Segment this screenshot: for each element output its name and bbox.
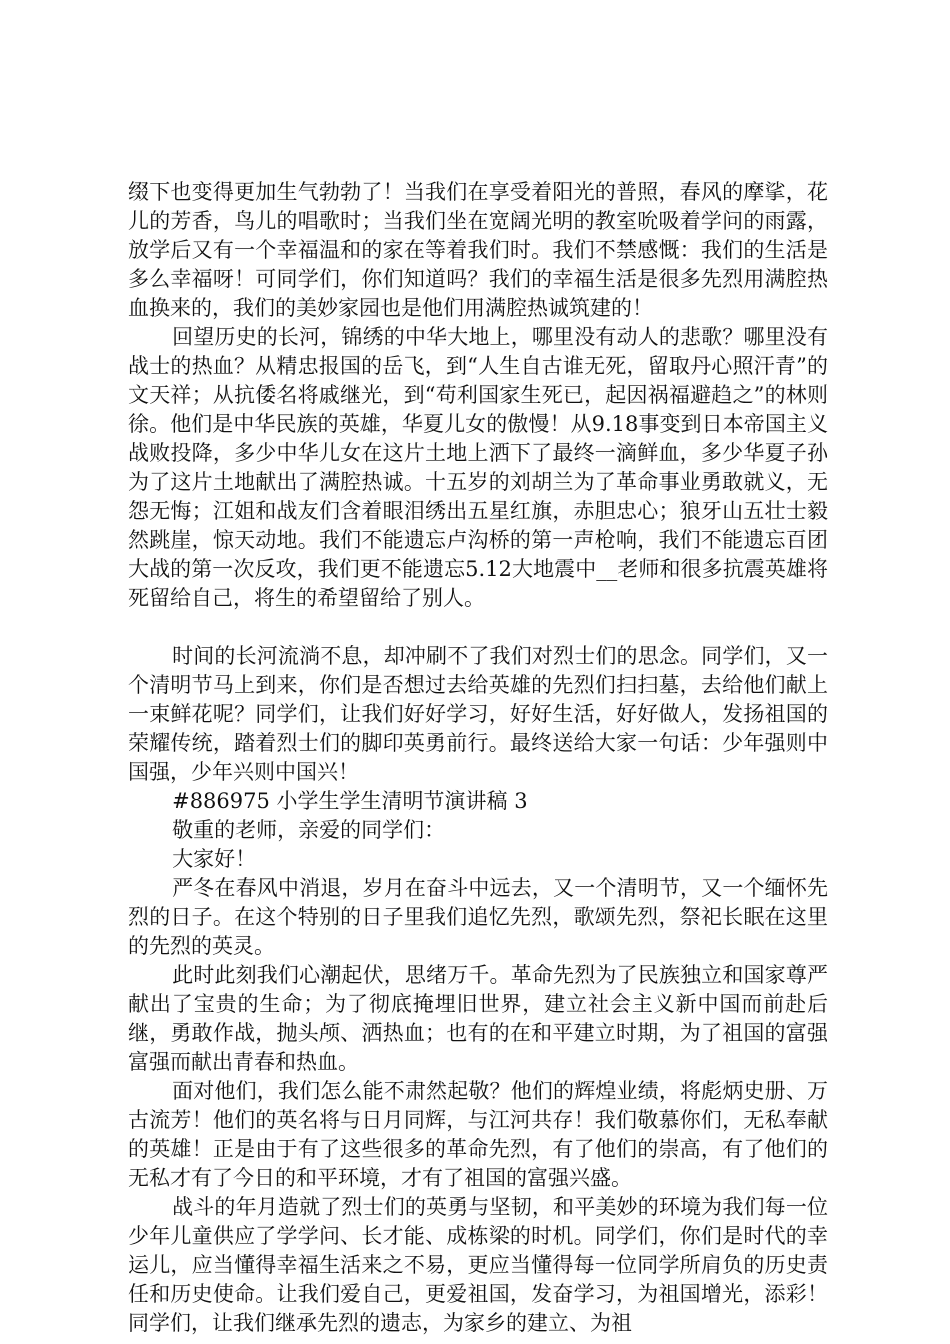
paragraph-1: 缀下也变得更加生气勃勃了！当我们在享受着阳光的普照，春风的摩挲，花儿的芳香，鸟儿的唱歌时；当我们坐在宽阔光明的教室吮吸着学问的雨露，放学后又有一个幸福温和的家在等着我们时。我们不禁感慨：我们的生活是多么幸福呀！可同学们，你们知道吗？我们的幸福生活是很多先烈用满腔热血换来的，我们的美妙家园也是他们用满腔热诚筑建的！ [128, 180, 828, 320]
section-heading: #886975 小学生学生清明节演讲稿 3 [172, 789, 528, 813]
salutation: 敬重的老师，亲爱的同学们： [172, 818, 446, 842]
paragraph-2: 回望历史的长河，锦绣的中华大地上，哪里没有动人的悲歌？哪里没有战士的热血？从精忠报国的岳飞，到“人生自古谁无死，留取丹心照汗青”的文天祥；从抗倭名将戚继光，到“苟利国家生死已，起因祸福避趋之”的林则徐。他们是中华民族的英雄，华夏儿女的傲慢！从9.18事变到日本帝国主义战败投降，多少中华儿女在这片土地上洒下了最终一滴鲜血，多少华夏子孙为了这片土地献出了满腔热诚。十五岁的刘胡兰为了革命事业勇敢就义，无怨无悔；江姐和战友们含着眼泪绣出五星红旗，赤胆忠心；狼牙山五壮士毅然跳崖，惊天动地。我们不能遗忘卢沟桥的第一声枪响，我们不能遗忘百团大战的第一次反攻，我们更不能遗忘5.12大地震中__老师和很多抗震英雄将死留给自己，将生的希望留给了别人。 [128, 325, 828, 610]
paragraph-4: 严冬在春风中消退，岁月在奋斗中远去，又一个清明节，又一个缅怀先烈的日子。在这个特别的日子里我们追忆先烈，歌颂先烈，祭祀长眠在这里的先烈的英灵。 [128, 876, 828, 958]
document-body [128, 178, 828, 1338]
paragraph-5: 此时此刻我们心潮起伏，思绪万千。革命先烈为了民族独立和国家尊严献出了宝贵的生命；为了彻底掩埋旧世界，建立社会主义新中国而前赴后继，勇敢作战，抛头颅、洒热血；也有的在和平建立时期，为了祖国的富强富强而献出青春和热血。 [128, 963, 828, 1074]
paragraph-6: 面对他们，我们怎么能不肃然起敬？他们的辉煌业绩，将彪炳史册、万古流芳！他们的英名将与日月同辉，与江河共存！我们敬慕你们，无私奉献的英雄！正是由于有了这些很多的革命先烈，有了他们的崇高，有了他们的无私才有了今日的和平环境，才有了祖国的富强兴盛。 [128, 1079, 828, 1190]
greeting: 大家好！ [172, 847, 257, 871]
paragraph-3: 时间的长河流淌不息，却冲刷不了我们对烈士们的思念。同学们，又一个清明节马上到来，你们是否想过去给英雄的先烈们扫扫墓，去给他们献上一束鲜花呢？同学们，让我们好好学习，好好生活，好好做人，发扬祖国的荣耀传统，踏着烈士们的脚印英勇前行。最终送给大家一句话：少年强则中国强，少年兴则中国兴！ [128, 644, 828, 784]
paragraph-7: 战斗的年月造就了烈士们的英勇与坚韧，和平美妙的环境为我们每一位少年儿童供应了学学问、长才能、成栋梁的时机。同学们，你们是时代的幸运儿，应当懂得幸福生活来之不易，更应当懂得每一位同学所肩负的历史责任和历史使命。让我们爱自己，更爱祖国，发奋学习，为祖国增光，添彩！同学们，让我们继承先烈的遗志，为家乡的建立、为祖 [128, 1195, 828, 1335]
